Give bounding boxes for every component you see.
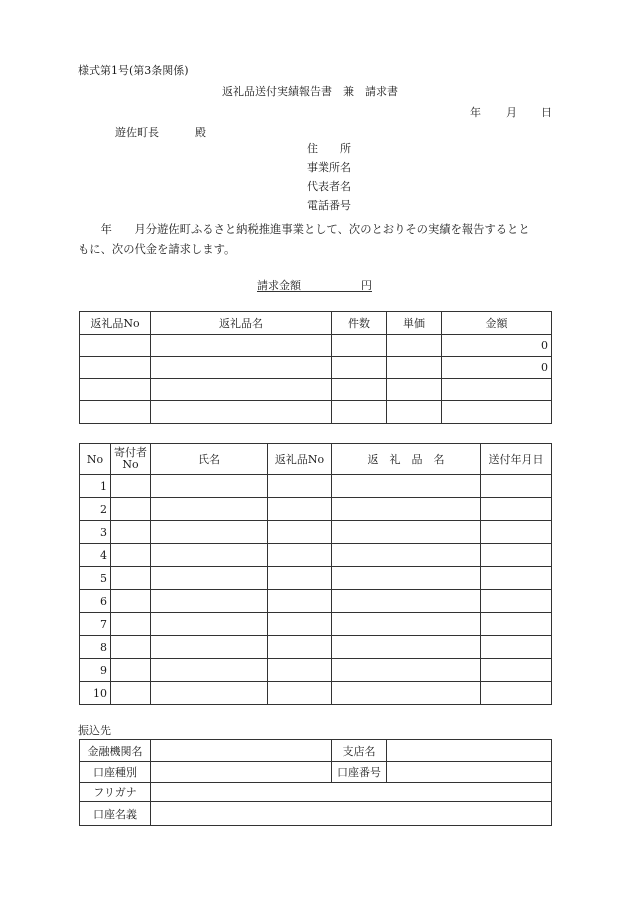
item-name-cell[interactable]	[151, 357, 332, 379]
shipments-row	[80, 567, 552, 590]
claim-amount-label: 請求金額	[257, 279, 301, 292]
item-price-cell[interactable]	[387, 401, 442, 424]
claim-amount-unit: 円	[361, 279, 372, 292]
bank-table	[79, 739, 552, 826]
account-holder-field[interactable]	[151, 802, 552, 826]
donor-no-cell[interactable]	[111, 682, 151, 705]
items-row	[80, 401, 552, 424]
gift-name-cell[interactable]	[332, 544, 481, 567]
items-header-row	[80, 312, 552, 335]
branch-label: 支店名	[332, 740, 387, 762]
gift-name-cell[interactable]	[332, 613, 481, 636]
gift-no-cell[interactable]	[268, 521, 332, 544]
items-row	[80, 335, 552, 357]
intro-line-2: もに、次の代金を請求します。	[78, 243, 236, 256]
addressee: 遊佐町長	[115, 126, 159, 139]
bank-name-field[interactable]	[151, 740, 332, 762]
gift-no-cell[interactable]	[268, 498, 332, 521]
donor-no-cell[interactable]	[111, 521, 151, 544]
row-number: 10	[80, 682, 111, 705]
applicant-phone-label: 電話番号	[307, 199, 351, 212]
shipments-row	[80, 544, 552, 567]
bank-row	[80, 802, 552, 826]
row-number: 5	[80, 567, 111, 590]
shipments-row	[80, 521, 552, 544]
shipments-row	[80, 636, 552, 659]
items-header-cell: 金額	[442, 312, 552, 335]
applicant-rep-label: 代表者名	[307, 180, 351, 193]
date-day-label: 日	[541, 106, 552, 119]
donor-name-cell[interactable]	[151, 567, 268, 590]
item-price-cell[interactable]	[387, 335, 442, 357]
item-price-cell[interactable]	[387, 357, 442, 379]
donor-name-cell[interactable]	[151, 636, 268, 659]
shipments-row	[80, 613, 552, 636]
form-number: 様式第1号(第3条関係)	[78, 64, 189, 77]
account-type-field[interactable]	[151, 762, 332, 783]
bank-row	[80, 762, 552, 783]
item-qty-cell[interactable]	[332, 401, 387, 424]
item-amount-cell: 0	[442, 357, 552, 379]
shipments-table	[79, 443, 552, 705]
ship-date-cell[interactable]	[481, 567, 552, 590]
donor-name-cell[interactable]	[151, 590, 268, 613]
gift-name-cell[interactable]	[332, 475, 481, 498]
donor-name-cell[interactable]	[151, 544, 268, 567]
shipments-header-row	[80, 444, 552, 475]
row-number: 2	[80, 498, 111, 521]
items-header-cell: 返礼品No	[80, 312, 151, 335]
furigana-label: フリガナ	[80, 783, 151, 802]
ship-date-cell[interactable]	[481, 613, 552, 636]
donor-name-cell[interactable]	[151, 498, 268, 521]
row-number: 9	[80, 659, 111, 682]
ship-date-cell[interactable]	[481, 590, 552, 613]
donor-no-cell[interactable]	[111, 659, 151, 682]
gift-name-cell[interactable]	[332, 498, 481, 521]
row-number: 7	[80, 613, 111, 636]
donor-name-cell[interactable]	[151, 659, 268, 682]
applicant-office-label: 事業所名	[307, 161, 351, 174]
donor-name-cell[interactable]	[151, 682, 268, 705]
gift-no-cell[interactable]	[268, 659, 332, 682]
donor-name-cell[interactable]	[151, 475, 268, 498]
gift-name-cell[interactable]	[332, 521, 481, 544]
row-number: 8	[80, 636, 111, 659]
items-header-cell: 単価	[387, 312, 442, 335]
items-table	[79, 311, 552, 424]
bank-row	[80, 740, 552, 762]
bank-section-label: 振込先	[78, 724, 111, 737]
gift-name-cell[interactable]	[332, 636, 481, 659]
gift-no-cell[interactable]	[268, 590, 332, 613]
gift-no-cell[interactable]	[268, 567, 332, 590]
item-qty-cell[interactable]	[332, 357, 387, 379]
item-name-cell[interactable]	[151, 401, 332, 424]
gift-no-cell[interactable]	[268, 475, 332, 498]
shipments-row	[80, 590, 552, 613]
row-number: 4	[80, 544, 111, 567]
items-header-cell: 返礼品名	[151, 312, 332, 335]
donor-no-cell[interactable]	[111, 498, 151, 521]
item-amount-cell	[442, 379, 552, 401]
furigana-field[interactable]	[151, 783, 552, 802]
donor-no-cell[interactable]	[111, 636, 151, 659]
gift-name-cell[interactable]	[332, 590, 481, 613]
shipments-row	[80, 498, 552, 521]
ship-date-cell[interactable]	[481, 544, 552, 567]
claim-amount-field[interactable]	[257, 277, 372, 292]
date-year-label: 年	[470, 106, 481, 119]
gift-name-cell[interactable]	[332, 567, 481, 590]
shipments-header-cell: No	[80, 444, 111, 475]
account-holder-label: 口座名義	[80, 802, 151, 826]
honorific: 殿	[195, 126, 206, 139]
shipments-header-cell: 返礼品No	[268, 444, 332, 475]
donor-name-cell[interactable]	[151, 613, 268, 636]
shipments-header-cell: 送付年月日	[481, 444, 552, 475]
item-amount-cell: 0	[442, 335, 552, 357]
donor-no-cell[interactable]	[111, 544, 151, 567]
item-price-cell[interactable]	[387, 379, 442, 401]
shipments-header-cell: 氏名	[151, 444, 268, 475]
applicant-address-label: 住 所	[307, 142, 351, 155]
ship-date-cell[interactable]	[481, 659, 552, 682]
branch-field[interactable]	[387, 740, 552, 762]
items-row	[80, 379, 552, 401]
item-qty-cell[interactable]	[332, 335, 387, 357]
bank-row	[80, 783, 552, 802]
donor-no-cell[interactable]	[111, 590, 151, 613]
row-number: 6	[80, 590, 111, 613]
gift-no-cell[interactable]	[268, 636, 332, 659]
item-no-cell[interactable]	[80, 379, 151, 401]
ship-date-cell[interactable]	[481, 475, 552, 498]
gift-no-cell[interactable]	[268, 544, 332, 567]
ship-date-cell[interactable]	[481, 498, 552, 521]
intro-line-1: 年 月分遊佐町ふるさと納税推進事業として、次のとおりその実績を報告するとと	[78, 223, 530, 236]
bank-name-label: 金融機関名	[80, 740, 151, 762]
shipments-row	[80, 682, 552, 705]
row-number: 1	[80, 475, 111, 498]
ship-date-cell[interactable]	[481, 521, 552, 544]
item-amount-cell	[442, 401, 552, 424]
item-no-cell[interactable]	[80, 357, 151, 379]
gift-name-cell[interactable]	[332, 659, 481, 682]
shipments-row	[80, 475, 552, 498]
donor-no-cell[interactable]	[111, 613, 151, 636]
item-name-cell[interactable]	[151, 335, 332, 357]
item-name-cell[interactable]	[151, 379, 332, 401]
item-no-cell[interactable]	[80, 401, 151, 424]
item-no-cell[interactable]	[80, 335, 151, 357]
account-no-field[interactable]	[387, 762, 552, 783]
donor-no-cell[interactable]	[111, 567, 151, 590]
account-no-label: 口座番号	[332, 762, 387, 783]
gift-name-cell[interactable]	[332, 682, 481, 705]
items-row	[80, 357, 552, 379]
account-type-label: 口座種別	[80, 762, 151, 783]
row-number: 3	[80, 521, 111, 544]
items-header-cell: 件数	[332, 312, 387, 335]
shipments-row	[80, 659, 552, 682]
ship-date-cell[interactable]	[481, 636, 552, 659]
ship-date-cell[interactable]	[481, 682, 552, 705]
shipments-header-cell: 寄付者No	[111, 444, 151, 475]
donor-no-cell[interactable]	[111, 475, 151, 498]
item-qty-cell[interactable]	[332, 379, 387, 401]
gift-no-cell[interactable]	[268, 682, 332, 705]
page-title: 返礼品送付実績報告書 兼 請求書	[222, 85, 398, 98]
shipments-header-cell: 返 礼 品 名	[332, 444, 481, 475]
donor-name-cell[interactable]	[151, 521, 268, 544]
date-month-label: 月	[506, 106, 517, 119]
gift-no-cell[interactable]	[268, 613, 332, 636]
